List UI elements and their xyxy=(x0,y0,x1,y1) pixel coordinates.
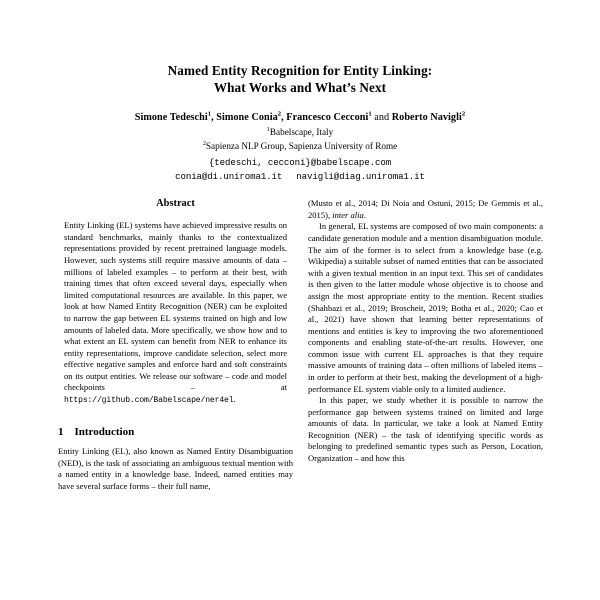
abstract-section xyxy=(58,198,293,407)
right-column xyxy=(308,198,543,492)
author-name-3: Francesco Cecconi xyxy=(286,112,369,124)
citations-period: . xyxy=(363,209,366,220)
author-affil-marker-1: 1 xyxy=(207,110,212,118)
section-heading-introduction xyxy=(58,426,293,438)
author-name-1: Simone Tedeschi xyxy=(134,112,208,124)
abstract-trailing-period: . xyxy=(233,393,236,404)
citations-text: (Musto et al., 2014; Di Noia and Ostuni, 2015; De Gemmis et al., 2015), xyxy=(308,198,543,220)
abstract-heading: Abstract xyxy=(156,198,195,210)
inter-alia-phrase: inter alia xyxy=(332,209,364,220)
title-line-2: What Works and What’s Next xyxy=(213,80,387,96)
affiliation-2 xyxy=(60,140,540,153)
email-navigli: navigli@diag.uniroma1.it xyxy=(296,171,425,183)
abstract-text xyxy=(64,220,287,407)
affiliation-1 xyxy=(60,126,540,139)
page-title xyxy=(60,62,540,96)
author-separator-1: , xyxy=(211,112,217,124)
author-affil-marker-4: 2 xyxy=(461,110,466,118)
introduction-paragraph-1: Entity Linking (EL), also known as Named Entity Disambiguation (NED), is the task of associating an ambiguous textual mention with a named entity in a knowledge base. Indeed, named entities may have several surface forms – their full name, xyxy=(58,445,293,491)
title-line-1: Named Entity Recognition for Entity Linking: xyxy=(167,63,433,78)
section-title: Introduction xyxy=(74,425,135,438)
author-name-4: Roberto Navigli xyxy=(391,112,462,124)
email-conia: conia@di.uniroma1.it xyxy=(175,171,283,183)
two-column-body xyxy=(0,198,600,492)
author-conjunction: and xyxy=(371,112,392,124)
affiliation-marker-2: 2 xyxy=(202,139,206,147)
author-affil-marker-2: 2 xyxy=(277,110,282,118)
author-list xyxy=(60,111,540,125)
right-column-paragraph-1: In general, EL systems are composed of two main components: a candidate generation module and a mention disambiguation module. The aim of the former is to select from a knowledge base (e.g. Wikipedia) a suitable subset of named entities that can be associated with a given textual mention in an input text. This set of candidates is then given to the latter module whose objective is to choose and assign the most appropriate entity to the mention. Recent studies (Shahbazi et al., 2019; Broscheit, 2019; Botha et al., 2020; Cao et al., 2021) have shown that learning better representations of mentions and entities is key to improving the two aforementioned components and enabling state-of-the-art results. However, one common issue with current EL approaches is that they require massive amounts of training data – often millions of labeled items – in order to perform at their best, making the development of a high-performance EL system viable only to a limited audience. xyxy=(308,221,543,394)
abstract-body: Entity Linking (EL) systems have achieved impressive results on standard benchmarks, mainly thanks to the contextualized representations provided by recent pretrained language models. However, such systems still require massive amounts of data – millions of labeled examples – to perform at their best, with training times that often exceed several days, especially when limited computational resources are available. In this paper, we look at how Named Entity Recognition (NER) can be exploited to narrow the gap between EL systems trained on high and low amounts of labeled data. More specifically, we show how and to what extent an EL system can benefit from NER to enhance its entity representations, improve candidate selection, select more effective negative samples and enforce hard and soft constraints on its output entities. We release our software – code and model checkpoints – at xyxy=(64,220,287,393)
email-line-2 xyxy=(60,170,540,184)
section-number: 1 xyxy=(58,425,64,438)
left-column xyxy=(58,198,293,492)
right-column-citations xyxy=(308,198,543,221)
author-affil-marker-3: 1 xyxy=(368,110,372,118)
right-column-paragraph-2: In this paper, we study whether it is possible to narrow the performance gap between systems trained on limited and large amounts of data. In particular, we take a look at Named Entity Recognition (NER) – the task of identifying specific words as belonging to predefined semantic types such as Person, Location, Organization – and how this xyxy=(308,395,543,464)
affiliation-marker-1: 1 xyxy=(266,125,270,133)
affiliation-text-2: Sapienza NLP Group, Sapienza University of Rome xyxy=(205,141,398,152)
author-separator-2: , xyxy=(281,112,287,124)
email-line-1: {tedeschi, cecconi}@babelscape.com xyxy=(208,157,392,169)
title-block xyxy=(0,0,600,184)
abstract-repo-url: https://github.com/Babelscape/ner4el xyxy=(64,395,234,405)
author-emails xyxy=(60,156,540,184)
author-name-2: Simone Conia xyxy=(216,112,278,124)
affiliation-text-1: Babelscape, Italy xyxy=(269,126,334,137)
